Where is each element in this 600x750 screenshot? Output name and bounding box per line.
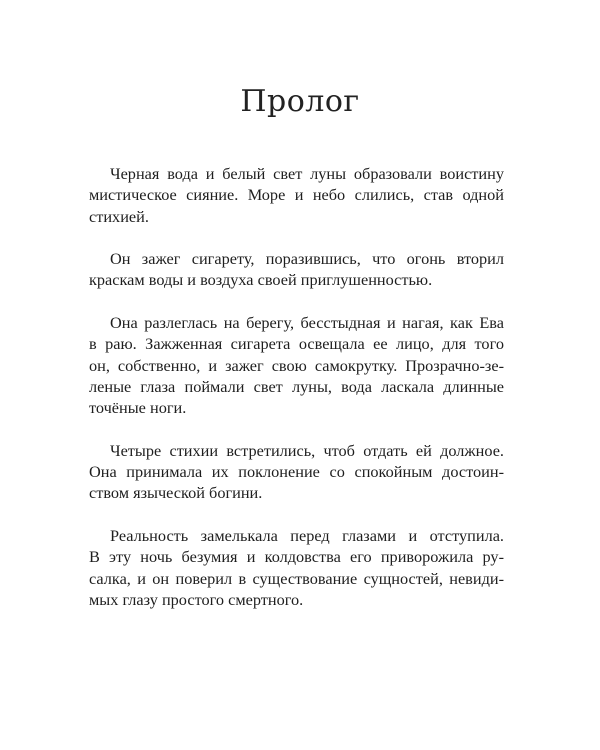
body-text: [89, 163, 504, 632]
text-line: мистическое сияние. Море и небо слились, став одной: [89, 185, 504, 205]
paragraph: [89, 163, 504, 227]
text-line: Четыре стихии встретились, чтоб отдать ей должное.: [110, 440, 504, 460]
text-line: Она разлеглась на берегу, бесстыдная и нагая, как Ева: [110, 313, 504, 333]
paragraph: [89, 248, 504, 291]
text-line: Черная вода и белый свет луны образовали воистину: [110, 164, 504, 183]
text-line: в раю. Зажженная сигарета освещала ее лицо, для того: [89, 334, 504, 354]
text-line: Реальность замелькала перед глазами и отступила.: [110, 526, 504, 546]
text-line: В эту ночь безумия и колдовства его приворожила ру-: [89, 547, 504, 567]
text-line: ством языческой богини.: [89, 483, 263, 503]
text-line: Он зажег сигарету, поразившись, что огонь вторил: [110, 249, 504, 269]
text-line: он, собственно, и зажег свою самокрутку. Прозрачно-зе-: [89, 355, 504, 375]
chapter-title: Пролог: [240, 84, 360, 119]
paragraph: [89, 525, 504, 610]
paragraph: [89, 312, 504, 418]
text-line: салка, и он поверил в существование сущностей, невиди-: [89, 568, 504, 588]
text-line: мых глазу простого смертного.: [89, 589, 304, 609]
paragraph: [89, 440, 504, 504]
text-line: Она принимала их поклонение со спокойным достоин-: [89, 462, 504, 482]
text-line: стихией.: [89, 206, 149, 226]
text-line: леные глаза поймали свет луны, вода ласкала длинные: [89, 376, 504, 396]
text-line: краскам воды и воздуха своей приглушенностью.: [89, 270, 433, 290]
text-line: точёные ноги.: [89, 398, 187, 418]
